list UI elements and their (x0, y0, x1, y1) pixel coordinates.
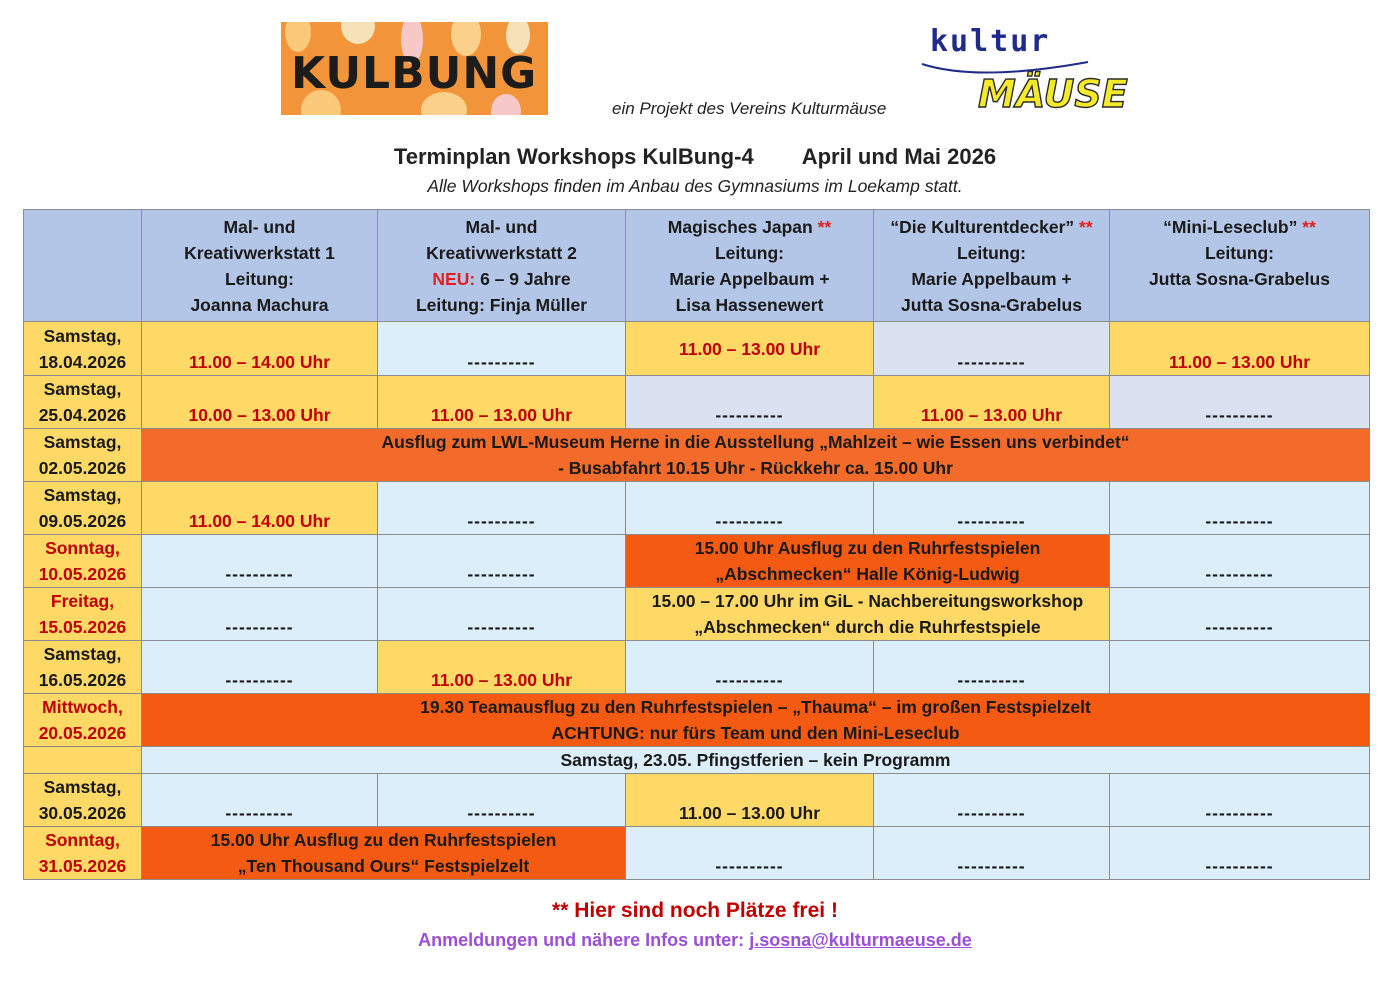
time-cell: 11.00 – 13.00 Uhr (874, 376, 1110, 429)
time-cell: 11.00 – 13.00 Uhr (626, 322, 874, 376)
col-header-line: Marie Appelbaum + (911, 268, 1072, 289)
event-line: - Busabfahrt 10.15 Uhr - Rückkehr ca. 15.00 Uhr (558, 458, 953, 478)
date: 30.05.2026 (38, 803, 127, 823)
project-line: ein Projekt des Vereins Kulturmäuse (612, 99, 887, 118)
neu-label: NEU: (432, 268, 476, 289)
event-line: „Abschmecken“ durch die Ruhrfestspiele (694, 617, 1041, 637)
event-cell (142, 429, 1370, 482)
weekday: Freitag, (50, 591, 115, 611)
date-cell (24, 827, 142, 880)
date-cell (24, 774, 142, 827)
table-row (24, 322, 1370, 376)
date-cell (24, 694, 142, 747)
weekday: Sonntag, (45, 830, 120, 850)
date-cell (24, 535, 142, 588)
contact-line (0, 930, 1390, 951)
col-header-line: Leitung: (956, 242, 1026, 263)
empty-cell: ---------- (1110, 535, 1370, 588)
empty-cell: ---------- (1110, 376, 1370, 429)
event-cell (626, 588, 1110, 641)
weekday: Samstag, (43, 644, 122, 664)
email-link[interactable]: j.sosna@kulturmaeuse.de (749, 930, 972, 950)
event-line: 15.00 – 17.00 Uhr im GiL - Nachbereitungsworkshop (651, 591, 1084, 611)
empty-cell: ---------- (626, 376, 874, 429)
date-cell (24, 322, 142, 376)
date-cell (24, 588, 142, 641)
col-header-line: Jutta Sosna-Grabelus (901, 294, 1082, 315)
empty-cell: ---------- (874, 774, 1110, 827)
date: 18.04.2026 (38, 352, 127, 372)
date-cell (24, 429, 142, 482)
empty-cell: ---------- (874, 322, 1110, 376)
col-header-line: Kreativwerkstatt 1 (184, 242, 335, 263)
empty-cell: ---------- (378, 535, 626, 588)
col-header-line: Leitung: (224, 268, 294, 289)
col-header-magisches-japan (626, 210, 874, 322)
table-row (24, 482, 1370, 535)
event-cell (626, 535, 1110, 588)
empty-cell: ---------- (378, 588, 626, 641)
kulturmaeuse-logo-top: kultur (930, 24, 1051, 59)
table-row (24, 535, 1370, 588)
event-line: 19.30 Teamausflug zu den Ruhrfestspielen – „Thauma“ – im großen Festspielzelt (420, 697, 1091, 717)
date-cell (24, 376, 142, 429)
event-line: „Abschmecken“ Halle König-Ludwig (715, 564, 1020, 584)
time-cell: 11.00 – 14.00 Uhr (142, 322, 378, 376)
empty-cell: ---------- (874, 827, 1110, 880)
weekday: Samstag, (43, 777, 122, 797)
event-line: 15.00 Uhr Ausflug zu den Ruhrfestspielen (694, 538, 1041, 558)
weekday: Samstag, (43, 326, 122, 346)
kulturmaeuse-logo-bottom: MÄUSE (978, 72, 1128, 116)
col-header-line: Kreativwerkstatt 2 (426, 242, 577, 263)
free-places-marker: ** (1079, 216, 1093, 237)
col-header-line: Mal- und (223, 216, 296, 237)
col-header-line: Lisa Hassenewert (675, 294, 824, 315)
table-row (24, 694, 1370, 747)
col-header-line: Leitung: (714, 242, 784, 263)
table-row (24, 774, 1370, 827)
table-row (24, 747, 1370, 774)
col-header-kulturentdecker (874, 210, 1110, 322)
time-cell: 11.00 – 13.00 Uhr (626, 774, 874, 827)
date: 31.05.2026 (38, 856, 127, 876)
col-header-line: Marie Appelbaum + (669, 268, 830, 289)
event-cell (142, 827, 626, 880)
empty-cell: ---------- (874, 641, 1110, 694)
time-cell: 11.00 – 13.00 Uhr (1110, 322, 1370, 376)
kulturmaeuse-logo (918, 24, 1128, 120)
empty-cell: ---------- (874, 482, 1110, 535)
free-places-marker: ** (1302, 216, 1316, 237)
title-text: Terminplan Workshops KulBung-4 (393, 144, 754, 169)
age-range: 6 – 9 Jahre (475, 268, 571, 289)
empty-cell: ---------- (142, 774, 378, 827)
empty-cell: ---------- (378, 482, 626, 535)
col-header-line: Leitung: (1204, 242, 1274, 263)
empty-cell: ---------- (142, 641, 378, 694)
title-period: April und Mai 2026 (801, 144, 997, 169)
col-header-title (878, 214, 1105, 240)
event-line: Ausflug zum LWL-Museum Herne in die Ausstellung „Mahlzeit – wie Essen uns verbindet“ (381, 432, 1130, 452)
header-row (24, 210, 1370, 322)
free-places-marker: ** (817, 216, 832, 237)
empty-cell: ---------- (1110, 774, 1370, 827)
event-line: ACHTUNG: nur fürs Team und den Mini-Leseclub (551, 723, 960, 743)
event-line: „Ten Thousand Ours“ Festspielzelt (237, 856, 530, 876)
schedule-table (23, 209, 1370, 880)
event-line: 15.00 Uhr Ausflug zu den Ruhrfestspielen (210, 830, 557, 850)
empty-cell (1110, 641, 1370, 694)
col-header-title-text: Magisches Japan (667, 216, 813, 237)
empty-cell: ---------- (1110, 482, 1370, 535)
empty-cell: ---------- (142, 535, 378, 588)
weekday: Samstag, (43, 432, 122, 452)
empty-cell: ---------- (626, 641, 874, 694)
header-empty (24, 210, 142, 322)
kulbung-logo-text: KULBUNG (291, 48, 538, 99)
empty-cell: ---------- (1110, 827, 1370, 880)
date-cell (24, 747, 142, 774)
time-cell: 11.00 – 13.00 Uhr (378, 641, 626, 694)
col-header-title-text: “Die Kulturentdecker” (890, 216, 1075, 237)
kulbung-logo (281, 22, 548, 115)
weekday: Mittwoch, (42, 697, 123, 717)
empty-cell: ---------- (626, 827, 874, 880)
empty-cell: ---------- (1110, 588, 1370, 641)
date: 09.05.2026 (38, 511, 127, 531)
empty-cell: ---------- (378, 774, 626, 827)
table-row (24, 588, 1370, 641)
time-cell: 11.00 – 14.00 Uhr (142, 482, 378, 535)
col-header-line: Mal- und (465, 216, 538, 237)
col-header-age (382, 266, 621, 292)
date: 02.05.2026 (38, 458, 127, 478)
col-header-title (630, 214, 869, 240)
holiday-cell: Samstag, 23.05. Pfingstferien – kein Programm (142, 747, 1370, 774)
col-header-title (1114, 214, 1365, 240)
time-cell: 11.00 – 13.00 Uhr (378, 376, 626, 429)
free-places-note: ** Hier sind noch Plätze frei ! (552, 899, 838, 922)
empty-cell: ---------- (378, 322, 626, 376)
table-row (24, 641, 1370, 694)
weekday: Samstag, (43, 379, 122, 399)
col-header-line: Leitung: Finja Müller (415, 294, 588, 315)
date: 16.05.2026 (38, 670, 127, 690)
weekday: Samstag, (43, 485, 122, 505)
date: 25.04.2026 (38, 405, 127, 425)
col-header-kreativwerkstatt-1 (142, 210, 378, 322)
weekday: Sonntag, (45, 538, 120, 558)
location-note: Alle Workshops finden im Anbau des Gymnasiums im Loekamp statt. (427, 176, 963, 196)
table-row (24, 376, 1370, 429)
empty-cell: ---------- (626, 482, 874, 535)
table-row (24, 827, 1370, 880)
table-row (24, 429, 1370, 482)
empty-cell: ---------- (142, 588, 378, 641)
date-cell (24, 482, 142, 535)
date: 20.05.2026 (38, 723, 127, 743)
col-header-kreativwerkstatt-2 (378, 210, 626, 322)
col-header-line: Joanna Machura (190, 294, 329, 315)
date: 10.05.2026 (38, 564, 127, 584)
date: 15.05.2026 (38, 617, 127, 637)
col-header-title-text: “Mini-Leseclub” (1163, 216, 1298, 237)
col-header-mini-leseclub (1110, 210, 1370, 322)
col-header-line: Jutta Sosna-Grabelus (1149, 268, 1330, 289)
contact-prefix: Anmeldungen und nähere Infos unter: (418, 930, 750, 950)
date-cell (24, 641, 142, 694)
page-title (0, 144, 1390, 170)
event-cell (142, 694, 1370, 747)
time-cell: 10.00 – 13.00 Uhr (142, 376, 378, 429)
